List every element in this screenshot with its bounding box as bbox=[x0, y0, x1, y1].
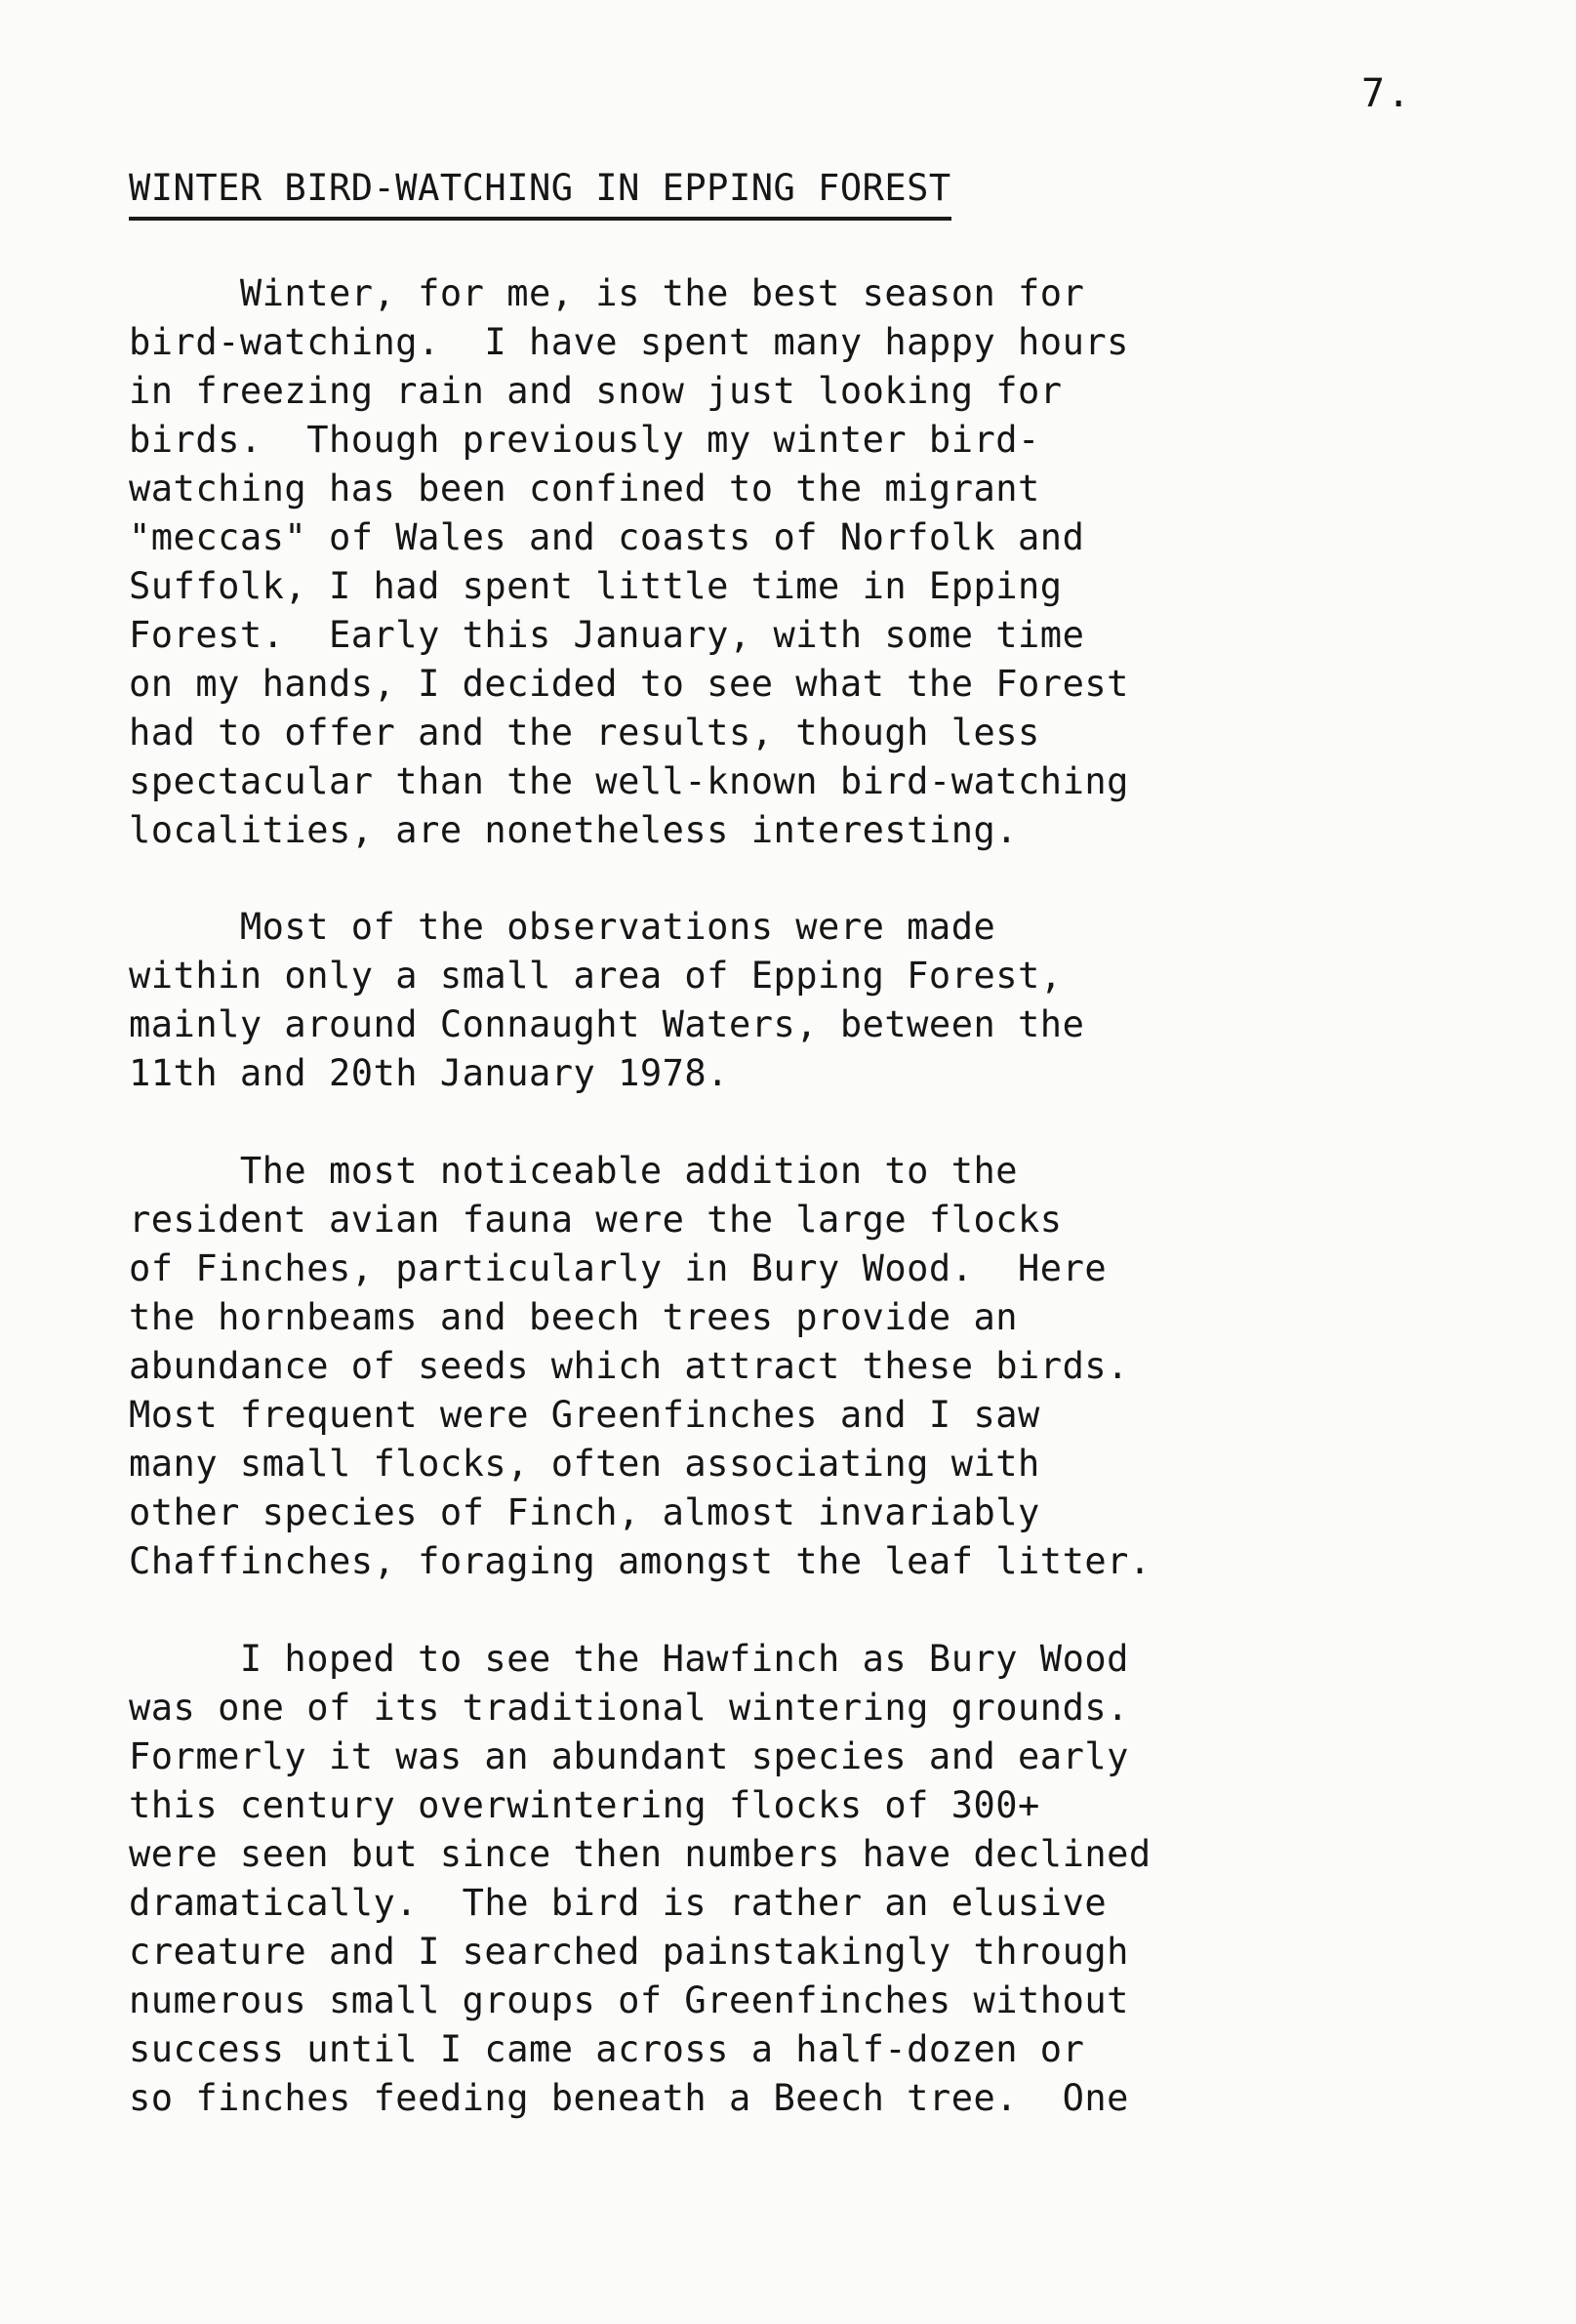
text-line: in freezing rain and snow just looking for bbox=[129, 370, 1063, 412]
text-line: dramatically. The bird is rather an elusive bbox=[129, 1882, 1108, 1924]
text-line: the hornbeams and beech trees provide an bbox=[129, 1296, 1019, 1338]
text-line: birds. Though previously my winter bird- bbox=[129, 419, 1040, 461]
text-line: was one of its traditional wintering grounds. bbox=[129, 1687, 1129, 1729]
text-line: other species of Finch, almost invariably bbox=[129, 1491, 1040, 1533]
text-line: creature and I searched painstakingly through bbox=[129, 1931, 1129, 1973]
text-line: within only a small area of Epping Forest, bbox=[129, 955, 1063, 997]
text-line: so finches feeding beneath a Beech tree. One bbox=[129, 2077, 1129, 2119]
text-line: had to offer and the results, though less bbox=[129, 712, 1040, 754]
text-line: were seen but since then numbers have declined bbox=[129, 1833, 1152, 1875]
article-title: WINTER BIRD-WATCHING IN EPPING FOREST bbox=[129, 166, 951, 221]
text-line: The most noticeable addition to the bbox=[129, 1150, 1019, 1192]
text-line: watching has been confined to the migrant bbox=[129, 468, 1040, 510]
text-line: Most frequent were Greenfinches and I saw bbox=[129, 1394, 1040, 1436]
page-number: 7. bbox=[1361, 71, 1413, 116]
text-line: "meccas" of Wales and coasts of Norfolk and bbox=[129, 516, 1085, 558]
paragraph-1 bbox=[129, 269, 1495, 855]
text-line: Chaffinches, foraging amongst the leaf litter. bbox=[129, 1540, 1152, 1582]
text-line: Winter, for me, is the best season for bbox=[129, 272, 1085, 314]
text-line: bird-watching. I have spent many happy hours bbox=[129, 321, 1129, 363]
paragraph-3 bbox=[129, 1147, 1495, 1586]
paragraph-2 bbox=[129, 903, 1495, 1098]
text-line: spectacular than the well-known bird-watching bbox=[129, 760, 1129, 802]
text-line: numerous small groups of Greenfinches without bbox=[129, 1979, 1129, 2021]
text-line: many small flocks, often associating with bbox=[129, 1443, 1040, 1485]
text-line: Suffolk, I had spent little time in Epping bbox=[129, 565, 1063, 607]
text-line: on my hands, I decided to see what the Forest bbox=[129, 663, 1129, 705]
text-line: abundance of seeds which attract these birds. bbox=[129, 1345, 1129, 1387]
text-line: 11th and 20th January 1978. bbox=[129, 1052, 729, 1094]
text-line: localities, are nonetheless interesting. bbox=[129, 809, 1019, 851]
text-line: of Finches, particularly in Bury Wood. Here bbox=[129, 1247, 1108, 1289]
text-line: success until I came across a half-dozen or bbox=[129, 2028, 1085, 2070]
text-line: Most of the observations were made bbox=[129, 906, 996, 948]
text-line: Forest. Early this January, with some time bbox=[129, 614, 1085, 656]
text-line: resident avian fauna were the large flocks bbox=[129, 1199, 1063, 1241]
paragraph-4 bbox=[129, 1635, 1495, 2123]
text-line: mainly around Connaught Waters, between the bbox=[129, 1003, 1085, 1045]
text-line: I hoped to see the Hawfinch as Bury Wood bbox=[129, 1638, 1129, 1680]
text-line: this century overwintering flocks of 300+ bbox=[129, 1784, 1040, 1826]
text-line: Formerly it was an abundant species and early bbox=[129, 1735, 1129, 1777]
